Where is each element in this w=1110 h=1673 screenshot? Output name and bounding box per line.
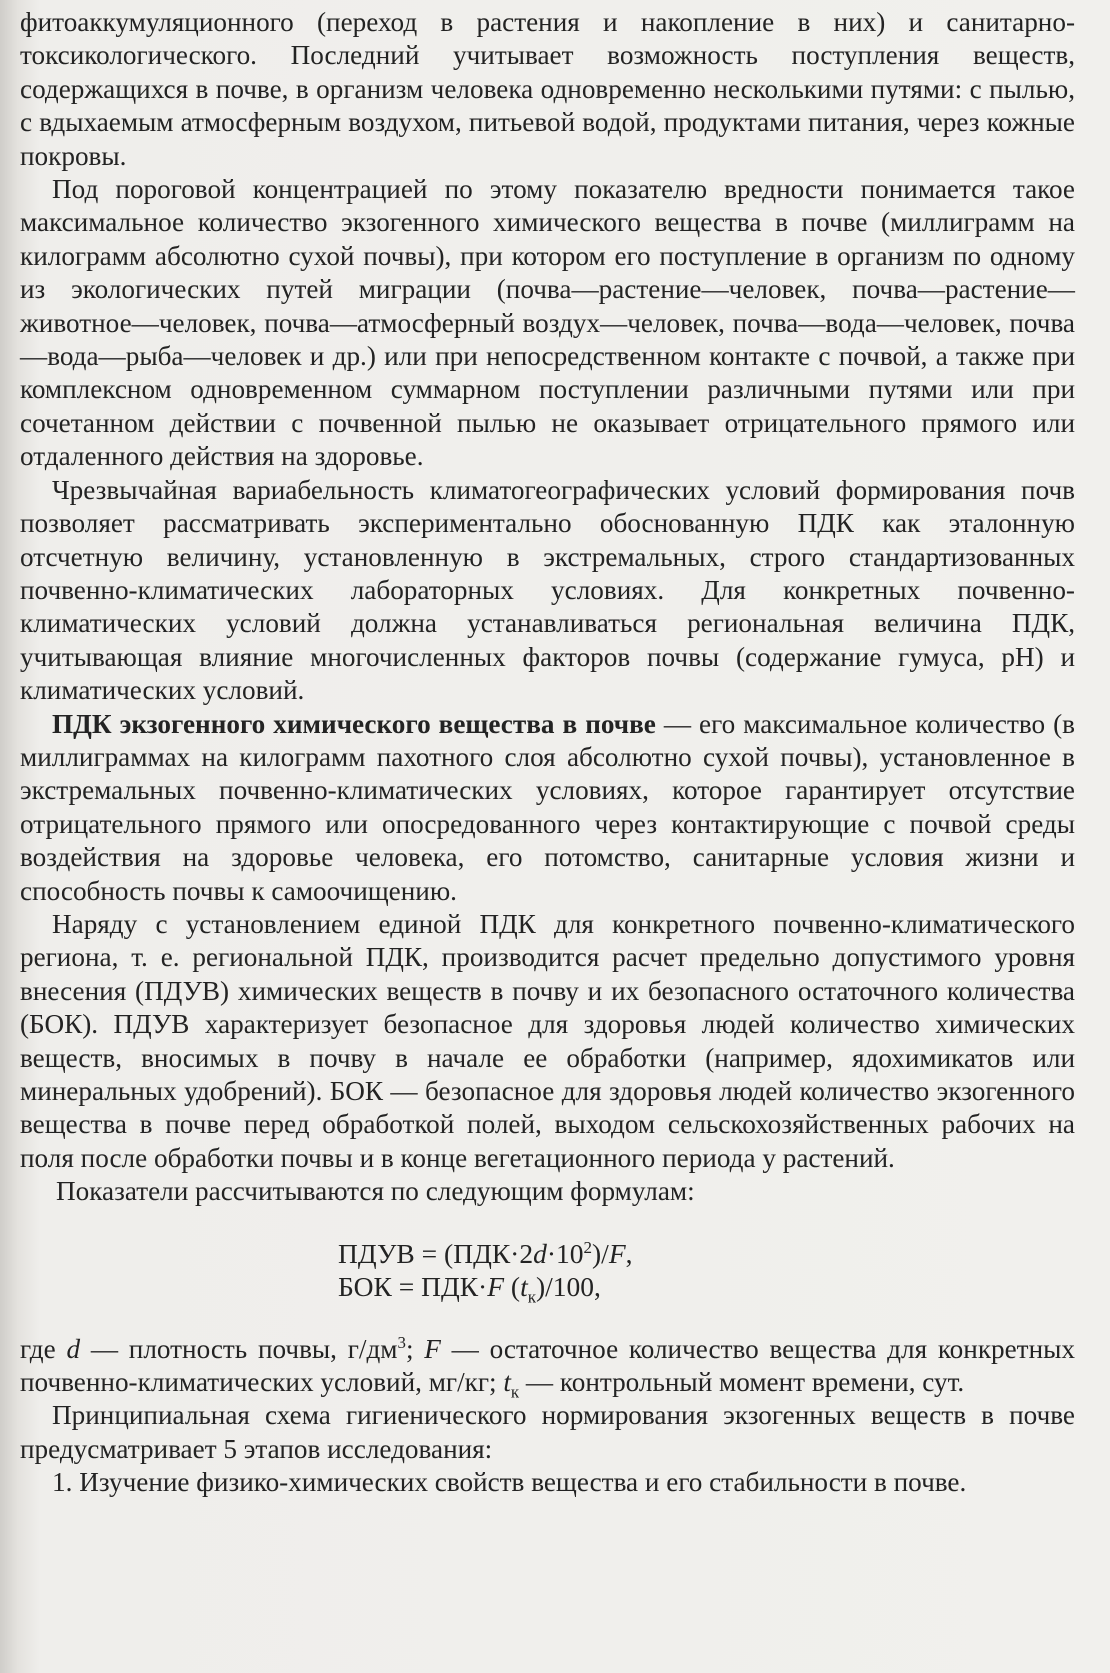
formula-bok: БОК = ПДК·F $(t_к)/100$,: [338, 1270, 601, 1307]
paragraph-climate-variability: Чрезвычайная вариабельность климатогеографических условий формирования почв позволяет рассматривать экспериментально обоснованную ПДК как эталонную отсчетную величину, установленную в экстремальных, строго стандартизованных почвенно-климатических лабораторных условиях. Для конкретных почвенно-климатических условий должна устанавливаться региональная величина ПДК, учитывающая влияние многочисленных факторов почвы (содержание гумуса, pH) и климатических условий.: [20, 474, 1075, 706]
paragraph-scheme: Принципиальная схема гигиенического нормирования экзогенных веществ в почве предусматривает 5 этапов исследования:: [20, 1400, 1075, 1464]
paragraph-formulas-intro: Показатели рассчитываются по следующим формулам:: [56, 1176, 695, 1207]
formula-pduv: ПДУВ = $(ПДК\cdot 2d\cdot 10^2)/F$,: [338, 1237, 633, 1269]
pdk-definition-term: ПДК экзогенного химического вещества в почве: [52, 708, 656, 739]
pdk-definition-body: — его максимальное количество (в миллиграммах на килограмм пахотного слоя абсолютно сухой почвы), установленное в экстремальных почвенно-климатических условиях, которое гарантирует отсутствие отрицательного прямого или опосредованного через контактирующие с почвой среды воздействия на здоровье человека, его потомство, санитарные условия жизни и способность почвы к самоочищению.: [20, 708, 1075, 906]
paragraph-formula-legend: где d — плотность почвы, $г/дм^3$; F — остаточное количество вещества для конкретных почвенно-климатических условий, мг/кг; $t_к$ — контрольный момент времени, сут.: [20, 1332, 1075, 1402]
paragraph-continuation: фитоаккумуляционного (переход в растения и накопление в них) и санитарно-токсикологического. Последний учитывает возможность поступления веществ, содержащихся в почве, в организм человека одновременно несколькими путями: с пылью, с вдыхаемым атмосферным воздухом, питьевой водой, продуктами питания, через кожные покровы.: [20, 7, 1075, 171]
paragraph-threshold-concentration: Под пороговой концентрацией по этому показателю вредности понимается такое максимальное количество экзогенного химического вещества в почве (миллиграмм на килограмм абсолютно сухой почвы), при котором его поступление в организм по одному из экологических путей миграции (почва—растение—человек, почва—растение—животное—человек, почва—атмосферный воздух—человек, почва—вода—человек, почва—вода—рыба—человек и др.) или при непосредственном контакте с почвой, а также при комплексном одновременном суммарном поступлении различными путями или при сочетанном действии с почвенной пылью не оказывает отрицательного прямого или отдаленного действия на здоровье.: [20, 174, 1075, 472]
page-text: [20, 6, 1075, 1500]
formula-block: [20, 1237, 1075, 1307]
list-item-1: 1. Изучение физико-химических свойств вещества и его стабильности в почве.: [52, 1467, 967, 1498]
paragraph-pdk-definition: [20, 708, 1075, 908]
paragraph-pduv-bok: Наряду с установлением единой ПДК для конкретного почвенно-климатического региона, т. е. региональной ПДК, производится расчет предельно допустимого уровня внесения (ПДУВ) химических веществ в почву и их безопасного остаточного количества (БОК). ПДУВ характеризует безопасное для здоровья людей количество химических веществ, вносимых в почву в начале ее обработки (например, ядохимикатов или минеральных удобрений). БОК — безопасное для здоровья людей количество экзогенного вещества в почве перед обработкой полей, выходом сельскохозяйственных рабочих на поля после обработки почвы и в конце вегетационного периода у растений.: [20, 908, 1075, 1173]
